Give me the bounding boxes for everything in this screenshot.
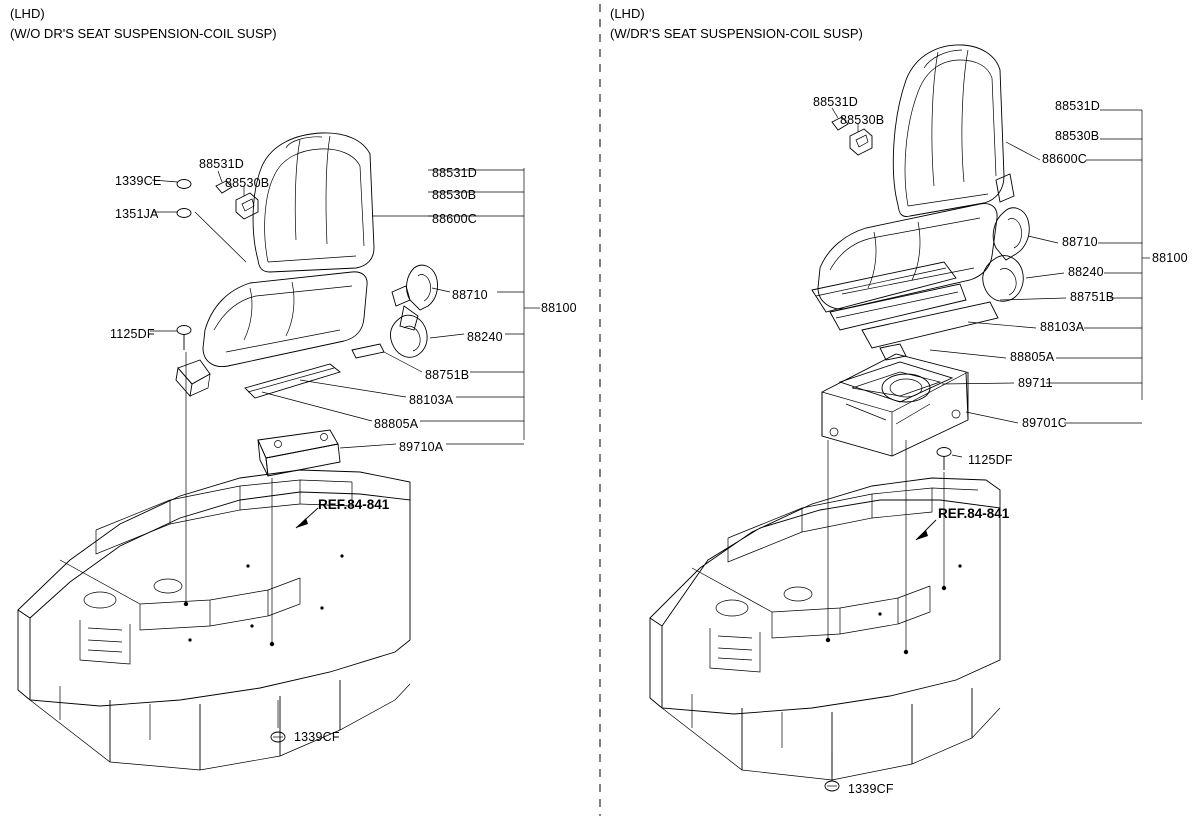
ref-note-right: REF.84-841 (938, 506, 1010, 521)
callout-88531D-left-top: 88531D (199, 157, 244, 171)
right-panel-title-line2: (W/DR'S SEAT SUSPENSION-COIL SUSP) (610, 26, 863, 41)
callout-88751B-left: 88751B (425, 368, 470, 382)
fastener-1125DF-right (937, 448, 951, 457)
callout-88240-left: 88240 (467, 330, 503, 344)
callout-88600C-left: 88600C (432, 212, 477, 226)
callout-88600C-right: 88600C (1042, 152, 1087, 166)
callout-1339CE: 1339CE (115, 174, 162, 188)
callout-88531D-right-top: 88531D (813, 95, 858, 109)
callout-88103A-right: 88103A (1040, 320, 1085, 334)
left-panel-title-line1: (LHD) (10, 6, 45, 21)
callout-88531D-right: 88531D (1055, 99, 1100, 113)
right-panel-title-line1: (LHD) (610, 6, 645, 21)
group-label-88100-left: 88100 (541, 301, 577, 315)
callout-88531D-left: 88531D (432, 166, 477, 180)
callout-89710A-left: 89710A (399, 440, 444, 454)
callout-88710-left: 88710 (452, 288, 488, 302)
callout-88530B-right-top: 88530B (840, 113, 885, 127)
callout-88103A-left: 88103A (409, 393, 454, 407)
left-panel-title-line2: (W/O DR'S SEAT SUSPENSION-COIL SUSP) (10, 26, 277, 41)
ref-note-left: REF.84-841 (318, 497, 390, 512)
callout-88805A-left: 88805A (374, 417, 419, 431)
callout-1339CF-left: 1339CF (294, 730, 340, 744)
callout-1351JA: 1351JA (115, 207, 159, 221)
fastener-1125DF (177, 326, 191, 335)
callout-1125DF-right: 1125DF (968, 453, 1013, 467)
left-seat-assembly (18, 133, 540, 770)
callout-1125DF-left: 1125DF (110, 327, 155, 341)
callout-88530B-right: 88530B (1055, 129, 1100, 143)
callout-88530B-left-top: 88530B (225, 176, 270, 190)
callout-88710-right: 88710 (1062, 235, 1098, 249)
callout-89711-right: 89711 (1018, 376, 1053, 390)
callout-89701C-right: 89701C (1022, 416, 1067, 430)
callout-88240-right: 88240 (1068, 265, 1104, 279)
group-label-88100-right: 88100 (1152, 251, 1188, 265)
fastener-1339CE (177, 180, 191, 189)
callout-1339CF-right: 1339CF (848, 782, 894, 796)
callout-88530B-left: 88530B (432, 188, 477, 202)
callout-88805A-right: 88805A (1010, 350, 1055, 364)
fastener-1351JA (177, 209, 191, 218)
callout-88751B-right: 88751B (1070, 290, 1115, 304)
